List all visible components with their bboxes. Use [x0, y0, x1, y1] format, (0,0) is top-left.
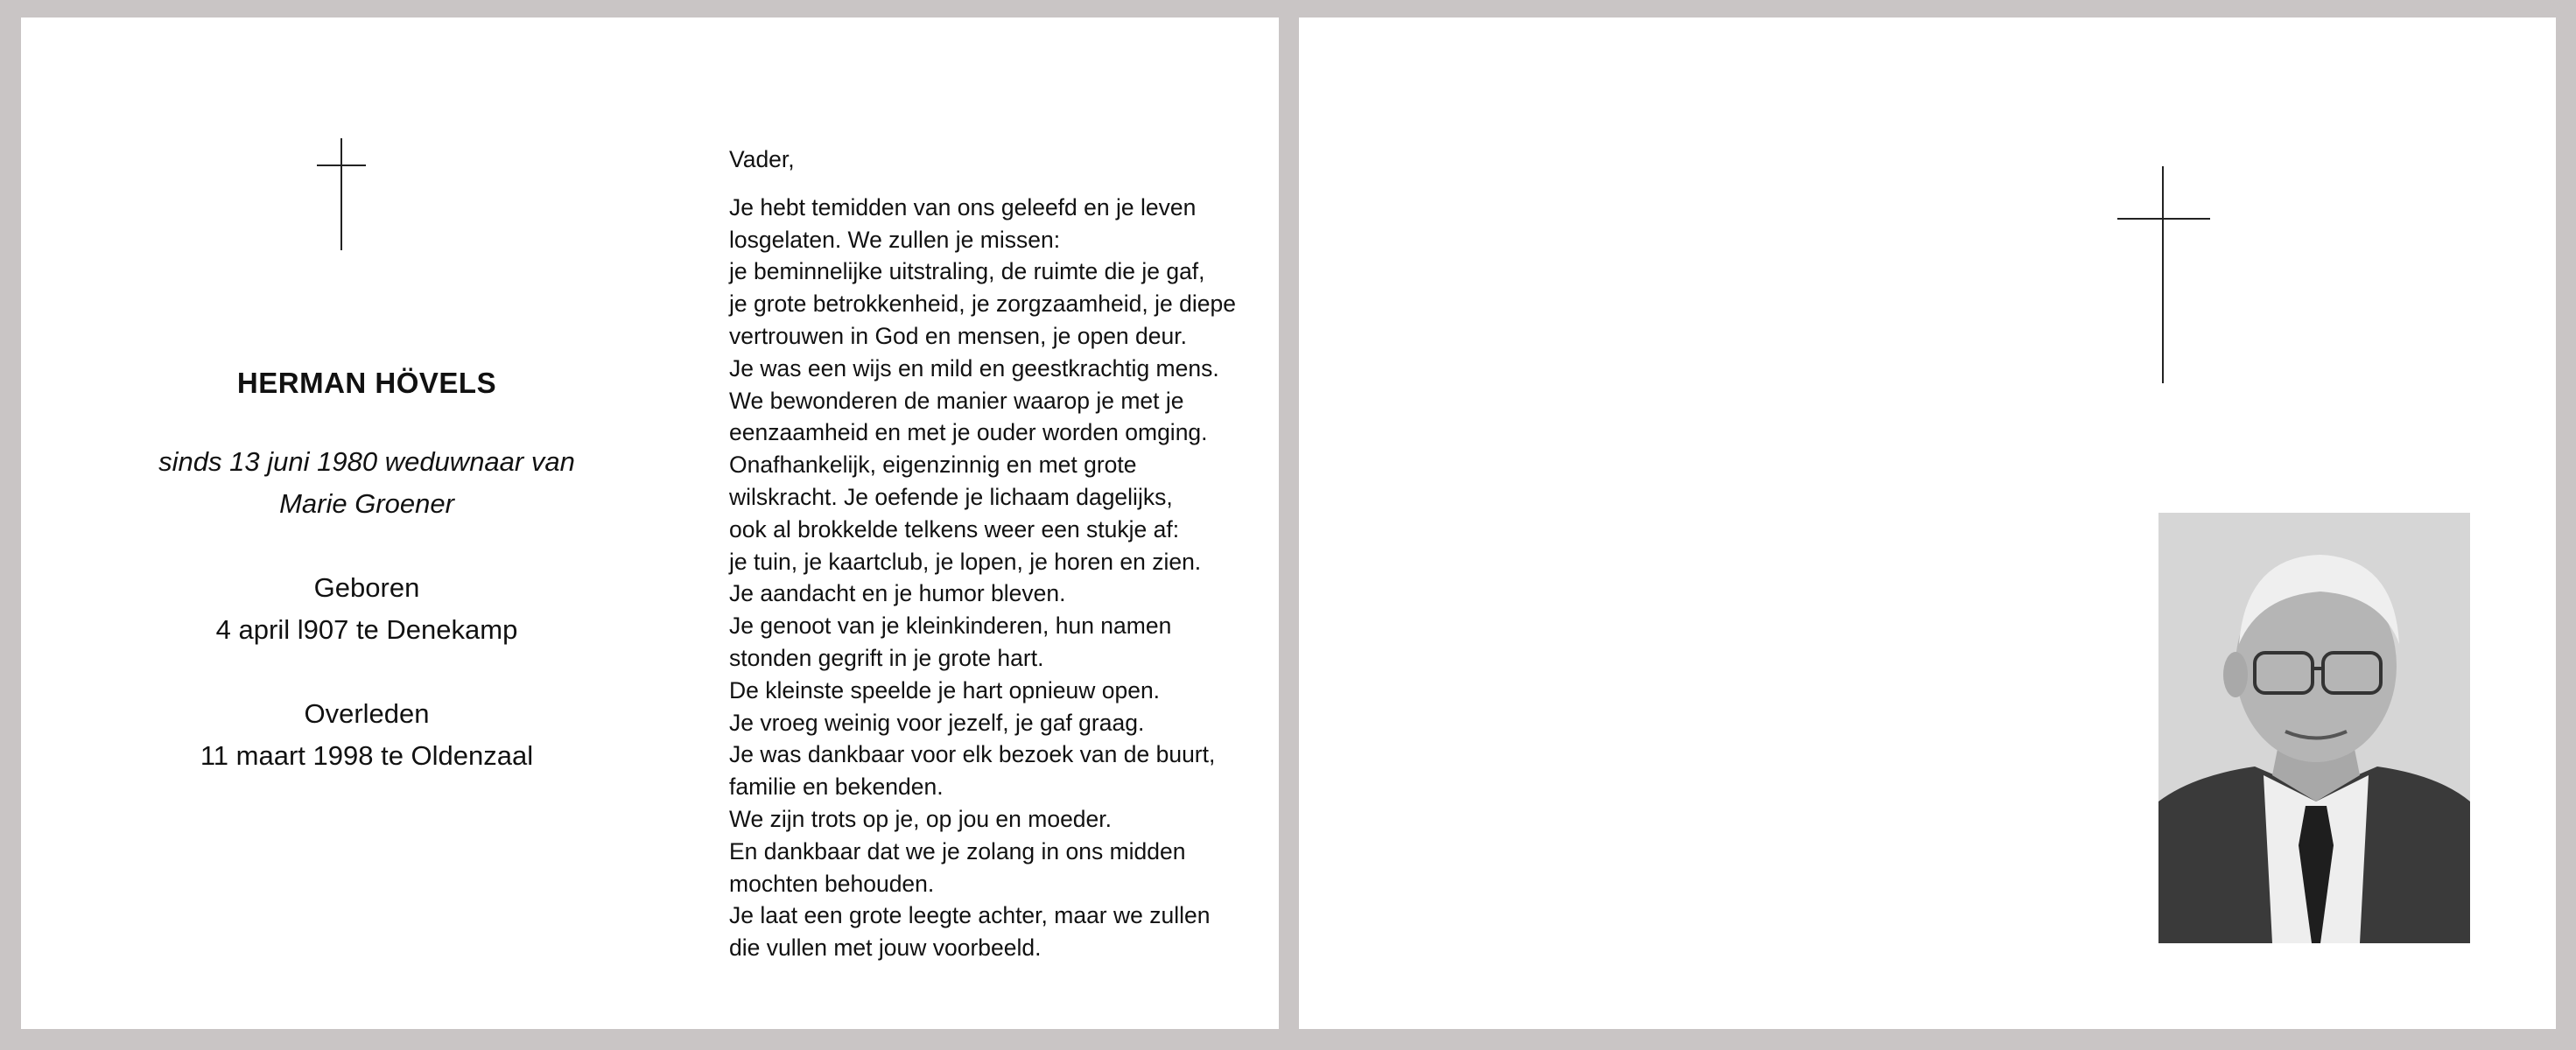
portrait-illustration: [2158, 513, 2470, 943]
died-value: 11 maart 1998 te Oldenzaal: [200, 740, 534, 771]
poem-line: vertrouwen in God en mensen, je open deur.: [729, 322, 1187, 349]
born-block: [100, 567, 634, 651]
cross-icon: [317, 138, 366, 250]
poem-line: Je genoot van je kleinkinderen, hun namen: [729, 612, 1172, 640]
poem-line: En dankbaar dat we je zolang in ons midden: [729, 837, 1186, 864]
widow-line-2: Marie Groener: [279, 488, 454, 519]
born-label: Geboren: [313, 572, 420, 603]
poem-line: Je was dankbaar voor elk bezoek van de buurt,: [729, 741, 1216, 768]
widow-statement: [100, 441, 634, 525]
memorial-poem: [729, 144, 1272, 964]
deceased-name: HERMAN HÖVELS: [236, 367, 497, 399]
card-left-page: [21, 18, 1279, 1029]
card-right-page: [1299, 18, 2556, 1029]
poem-line: eenzaamheid en met je ouder worden omging.: [729, 419, 1208, 446]
poem-line: We bewonderen de manier waarop je met je: [729, 387, 1184, 414]
poem-line: je grote betrokkenheid, je zorgzaamheid, je diepe: [729, 290, 1236, 318]
poem-line: Onafhankelijk, eigenzinnig en met grote: [729, 452, 1137, 479]
poem-line: Je was een wijs en mild en geestkrachtig mens.: [729, 354, 1219, 382]
poem-line: familie en bekenden.: [729, 774, 944, 801]
poem-line: ook al brokkelde telkens weer een stukje af:: [729, 515, 1180, 542]
poem-line: Je vroeg weinig voor jezelf, je gaf graag.: [729, 709, 1145, 736]
cross-icon: [2117, 166, 2210, 383]
born-value: 4 april l907 te Denekamp: [215, 614, 518, 645]
poem-line: Je laat een grote leegte achter, maar we zullen: [729, 902, 1211, 929]
poem-line: je beminnelijke uitstraling, de ruimte die je gaf,: [729, 258, 1205, 285]
died-label: Overleden: [304, 698, 430, 729]
poem-salutation: Vader,: [729, 146, 795, 172]
poem-line: stonden gegrift in je grote hart.: [729, 644, 1044, 671]
poem-line: We zijn trots op je, op jou en moeder.: [729, 805, 1113, 832]
poem-line: wilskracht. Je oefende je lichaam dagelijks,: [729, 483, 1173, 510]
poem-line: je tuin, je kaartclub, je lopen, je horen en zien.: [729, 548, 1202, 575]
poem-line: Je aandacht en je humor bleven.: [729, 580, 1066, 607]
widow-line-1: sinds 13 juni 1980 weduwnaar van: [158, 446, 575, 477]
poem-line: Je hebt temidden van ons geleefd en je leven: [729, 193, 1197, 220]
portrait-photo: [2158, 513, 2470, 943]
died-block: [100, 693, 634, 777]
poem-line: De kleinste speelde je hart opnieuw open.: [729, 676, 1161, 704]
poem-line: mochten behouden.: [729, 870, 935, 897]
poem-line: die vullen met jouw voorbeeld.: [729, 934, 1042, 962]
poem-line: losgelaten. We zullen je missen:: [729, 226, 1061, 253]
